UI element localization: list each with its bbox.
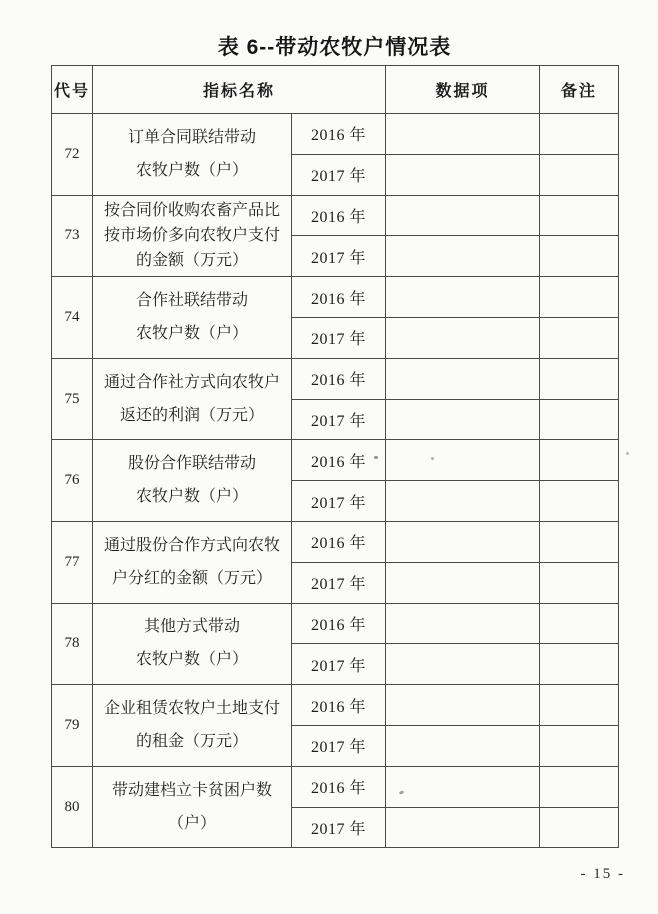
data-value-cell	[386, 603, 540, 644]
remark-cell	[540, 317, 619, 358]
indicator-name-cell	[93, 603, 292, 685]
year-cell: 2017 年	[292, 236, 386, 277]
header-remarks: 备注	[540, 66, 619, 114]
code-cell: 77	[52, 521, 93, 603]
indicator-name-cell	[93, 766, 292, 848]
indicator-name-line: 带动建档立卡贫困户数	[111, 781, 272, 799]
year-cell: 2016 年	[292, 277, 386, 318]
remark-cell	[540, 521, 619, 562]
header-data-item: 数据项	[386, 66, 540, 114]
year-cell: 2016 年	[292, 195, 386, 236]
page-number: - 15 -	[580, 866, 625, 882]
year-cell: 2017 年	[292, 562, 386, 603]
indicator-row-78-year1	[52, 603, 619, 644]
indicator-name-cell	[93, 195, 292, 277]
remark-cell	[540, 399, 619, 440]
header-row	[52, 66, 619, 114]
year-cell: 2016 年	[292, 114, 386, 155]
year-cell: 2017 年	[292, 481, 386, 522]
remark-cell	[540, 562, 619, 603]
year-cell: 2017 年	[292, 317, 386, 358]
data-value-cell	[386, 644, 540, 685]
scan-speck	[374, 456, 378, 459]
data-value-cell	[386, 766, 540, 807]
year-cell: 2017 年	[292, 644, 386, 685]
indicator-row-75-year1	[52, 358, 619, 399]
scan-speck	[431, 457, 434, 460]
remark-cell	[540, 236, 619, 277]
remark-cell	[540, 685, 619, 726]
remark-cell	[540, 644, 619, 685]
data-value-cell	[386, 807, 540, 848]
indicator-name-line: 合作社联结带动	[135, 291, 248, 309]
year-cell: 2016 年	[292, 685, 386, 726]
indicator-row-73-year1	[52, 195, 619, 236]
remark-cell	[540, 725, 619, 766]
table-header	[52, 66, 619, 114]
indicator-name-line: 户分红的金额（万元）	[111, 569, 272, 587]
year-cell: 2017 年	[292, 399, 386, 440]
indicator-row-74-year1	[52, 277, 619, 318]
scan-speck	[626, 452, 629, 455]
indicator-name-cell	[93, 521, 292, 603]
data-value-cell	[386, 399, 540, 440]
data-value-cell	[386, 358, 540, 399]
indicator-name-cell	[93, 685, 292, 767]
header-code: 代号	[52, 66, 93, 114]
table-body	[52, 114, 619, 848]
remark-cell	[540, 195, 619, 236]
data-value-cell	[386, 562, 540, 603]
year-cell: 2016 年	[292, 440, 386, 481]
remark-cell	[540, 481, 619, 522]
year-cell: 2017 年	[292, 154, 386, 195]
remark-cell	[540, 603, 619, 644]
indicator-name-line: 企业租赁农牧户土地支付	[103, 699, 280, 717]
code-cell: 78	[52, 603, 93, 685]
data-value-cell	[386, 440, 540, 481]
year-cell: 2016 年	[292, 358, 386, 399]
data-value-cell	[386, 154, 540, 195]
code-cell: 80	[52, 766, 93, 848]
year-cell: 2017 年	[292, 807, 386, 848]
remark-cell	[540, 277, 619, 318]
indicator-name-cell	[93, 440, 292, 522]
data-value-cell	[386, 685, 540, 726]
data-value-cell	[386, 277, 540, 318]
data-value-cell	[386, 481, 540, 522]
indicator-row-72-year1	[52, 114, 619, 155]
indicator-row-76-year1	[52, 440, 619, 481]
year-cell: 2017 年	[292, 725, 386, 766]
indicator-name-line: 农牧户数（户）	[135, 651, 248, 669]
indicator-name-line: 农牧户数（户）	[135, 324, 248, 342]
data-value-cell	[386, 114, 540, 155]
indicator-name-cell	[93, 358, 292, 440]
indicator-name-line: 通过合作社方式向农牧户	[103, 373, 280, 391]
indicator-name-line: 订单合同联结带动	[127, 128, 256, 146]
data-value-cell	[386, 236, 540, 277]
year-cell: 2016 年	[292, 603, 386, 644]
indicator-row-80-year1	[52, 766, 619, 807]
code-cell: 74	[52, 277, 93, 359]
indicator-name-cell	[93, 277, 292, 359]
indicator-name-line: （户）	[167, 814, 216, 832]
remark-cell	[540, 807, 619, 848]
data-value-cell	[386, 195, 540, 236]
indicator-name-line: 其他方式带动	[143, 618, 240, 636]
code-cell: 76	[52, 440, 93, 522]
indicator-name-line: 的金额（万元）	[135, 251, 248, 269]
indicator-name-line: 的租金（万元）	[135, 732, 248, 750]
indicator-name-line: 按合同价收购农畜产品比	[103, 201, 280, 219]
linked-households-table	[51, 65, 619, 848]
indicator-name-line: 农牧户数（户）	[135, 161, 248, 179]
indicator-name-line: 返还的利润（万元）	[119, 406, 264, 424]
indicator-name-line: 按市场价多向农牧户支付	[103, 226, 280, 244]
remark-cell	[540, 114, 619, 155]
code-cell: 79	[52, 685, 93, 767]
data-value-cell	[386, 521, 540, 562]
page-title: 表 6--带动农牧户情况表	[217, 36, 452, 59]
remark-cell	[540, 766, 619, 807]
remark-cell	[540, 440, 619, 481]
code-cell: 72	[52, 114, 93, 196]
year-cell: 2016 年	[292, 521, 386, 562]
data-value-cell	[386, 317, 540, 358]
indicator-name-cell	[93, 114, 292, 196]
indicator-name-line: 股份合作联结带动	[127, 455, 256, 473]
code-cell: 73	[52, 195, 93, 277]
remark-cell	[540, 358, 619, 399]
header-indicator-name: 指标名称	[93, 66, 386, 114]
indicator-row-77-year1	[52, 521, 619, 562]
indicator-name-line: 通过股份合作方式向农牧	[103, 536, 280, 554]
year-cell: 2016 年	[292, 766, 386, 807]
indicator-row-79-year1	[52, 685, 619, 726]
data-value-cell	[386, 725, 540, 766]
indicator-name-line: 农牧户数（户）	[135, 488, 248, 506]
remark-cell	[540, 154, 619, 195]
code-cell: 75	[52, 358, 93, 440]
